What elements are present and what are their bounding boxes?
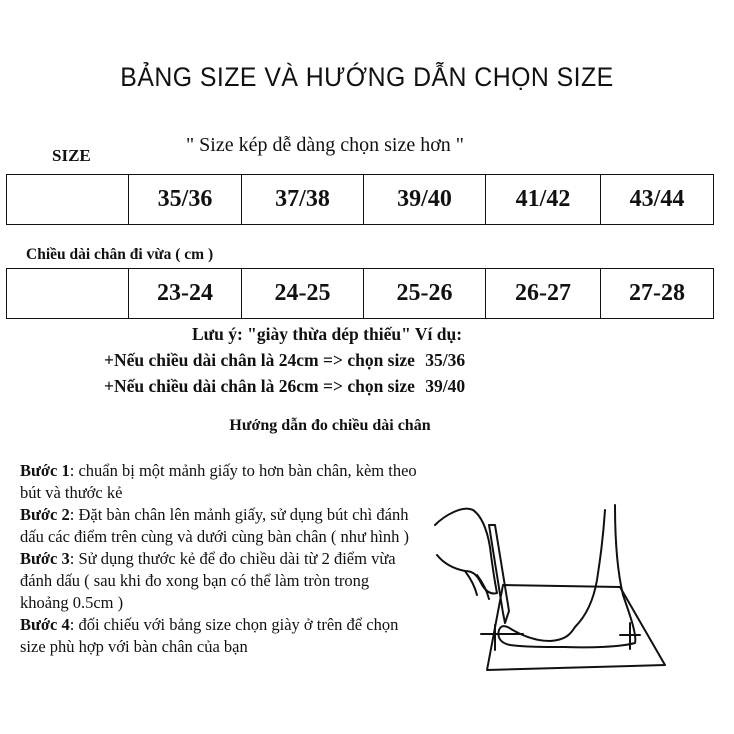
example-size: 35/36: [425, 350, 466, 370]
step-text: : Sử dụng thước kẻ để đo chiều dài từ 2 điểm vừa đánh dấu ( sau khi đo xong bạn có thể làm tròn trong khoảng 0.5cm ): [20, 549, 396, 612]
size-table-empty-cell: [7, 175, 129, 225]
size-label: SIZE: [52, 146, 91, 165]
example-text: +Nếu chiều dài chân là 24cm => chọn size: [104, 350, 415, 370]
length-cell: 25-26: [364, 269, 486, 319]
step-text: : đối chiếu với bảng size chọn giày ở trên để chọn size phù hợp với bàn chân của bạn: [20, 615, 399, 656]
length-table-empty-cell: [7, 269, 129, 319]
subtitle: " Size kép dễ dàng chọn size hơn ": [186, 134, 464, 156]
example-size: 39/40: [425, 376, 466, 396]
guide-title: Hướng dẫn đo chiều dài chân: [229, 417, 431, 434]
step-4: [20, 614, 420, 658]
example-1: [104, 350, 465, 371]
finger-lines: [465, 571, 489, 599]
example-text: +Nếu chiều dài chân là 26cm => chọn size: [104, 376, 415, 396]
step-label: Bước 4: [20, 615, 70, 634]
step-label: Bước 1: [20, 461, 70, 480]
leg-outline: [498, 505, 635, 647]
size-cell: 43/44: [601, 175, 714, 225]
hand-outline: [435, 509, 497, 594]
foot-measure-illustration: [425, 495, 675, 695]
note: Lưu ý: "giày thừa dép thiếu" Ví dụ:: [191, 324, 463, 344]
length-table: [6, 268, 714, 319]
size-cell: 35/36: [129, 175, 242, 225]
step-text: : Đặt bàn chân lên mảnh giấy, sử dụng bút chì đánh dấu các điểm trên cùng và dưới cùng bàn chân ( như hình ): [20, 505, 410, 546]
page-title: BẢNG SIZE VÀ HƯỚNG DẪN CHỌN SIZE: [120, 62, 614, 92]
step-3: [20, 548, 420, 614]
length-cell: 26-27: [486, 269, 601, 319]
size-cell: 39/40: [364, 175, 486, 225]
step-text: : chuẩn bị một mảnh giấy to hơn bàn chân, kèm theo bút và thước kẻ: [20, 461, 417, 502]
paper-sheet: [487, 585, 665, 670]
step-label: Bước 2: [20, 505, 70, 524]
size-cell: 41/42: [486, 175, 601, 225]
length-cell: 23-24: [129, 269, 242, 319]
size-table: [6, 174, 714, 225]
step-1: [20, 460, 420, 504]
size-cell: 37/38: [242, 175, 364, 225]
step-2: [20, 504, 420, 548]
step-label: Bước 3: [20, 549, 70, 568]
steps-list: [20, 460, 420, 658]
length-cell: 24-25: [242, 269, 364, 319]
example-2: [104, 376, 465, 397]
length-label: Chiều dài chân đi vừa ( cm ): [26, 246, 214, 263]
length-cell: 27-28: [601, 269, 714, 319]
